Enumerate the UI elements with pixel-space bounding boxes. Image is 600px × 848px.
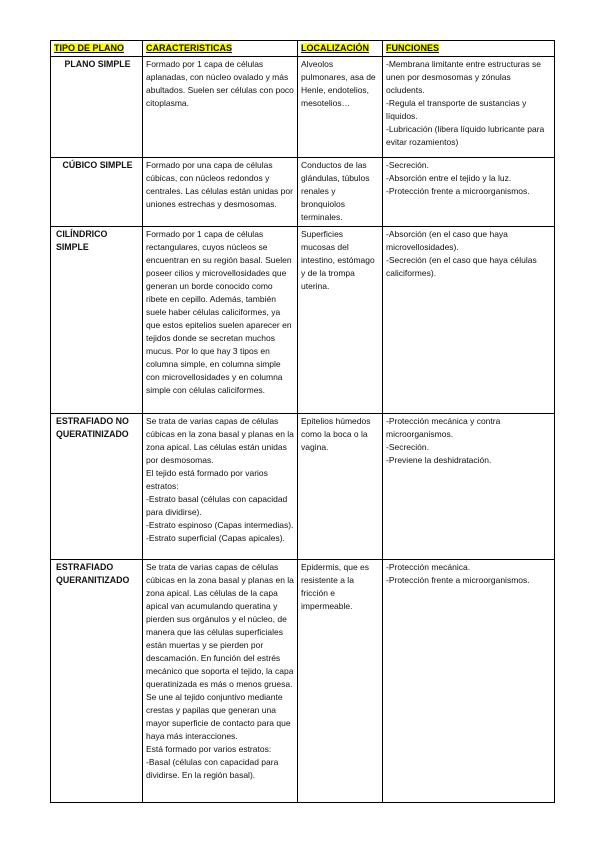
cell-caracteristicas: Formado por 1 capa de células rectangulares, cuyos núcleos se encuentran en su región basal. Suelen poseer cilios y microvellosidades que generan un borde conocido como ribete en cepillo. Además, también suele haber células caliciformes, ya que estos epitelios suelen aparecer en tejidos donde se secretan muchos mucus. Por lo que hay 3 tipos en columna simple, en columna simple con microvellosidades y en columna simple con células caliciformes. bbox=[143, 227, 298, 414]
funcion-item: -Membrana limitante entre estructuras se unen por desmosomas y zónulas ocludents. bbox=[386, 59, 544, 95]
cell-localizacion: Alveolos pulmonares, asa de Henle, endotelios, mesotelios… bbox=[298, 57, 383, 158]
header-localizacion: LOCALIZACIÓN bbox=[298, 41, 383, 57]
table-row bbox=[51, 560, 555, 803]
cell-caracteristicas bbox=[143, 560, 298, 803]
cell-localizacion: Superficies mucosas del intestino, estómago y de la trompa uterina. bbox=[298, 227, 383, 414]
cell-funciones bbox=[383, 227, 555, 414]
header-tipo: TIPO DE PLANO bbox=[51, 41, 143, 57]
caracteristica-line: -Estrato superficial (Capas apicales). bbox=[146, 533, 285, 543]
caracteristica-line: -Estrato espinoso (Capas intermedias). bbox=[146, 520, 294, 530]
funcion-item: -Regula el transporte de sustancias y líquidos. bbox=[386, 98, 529, 121]
caracteristica-line: -Basal (células con capacidad para dividirse. En la región basal). bbox=[146, 757, 281, 780]
cell-caracteristicas bbox=[143, 414, 298, 560]
funcion-item: -Secreción (en el caso que haya células caliciformes). bbox=[386, 255, 540, 278]
funcion-item: -Protección frente a microorganismos. bbox=[386, 186, 530, 196]
cell-tipo: PLANO SIMPLE bbox=[51, 57, 143, 158]
header-funciones: FUNCIONES bbox=[383, 41, 555, 57]
funcion-item: -Secreción. bbox=[386, 160, 429, 170]
funcion-item: -Protección mecánica y contra microorganismos. bbox=[386, 416, 503, 439]
caracteristica-line: El tejido está formado por varios estratos: bbox=[146, 468, 271, 491]
funcion-item: -Absorción entre el tejido y la luz. bbox=[386, 173, 512, 183]
cell-localizacion: Epidermis, que es resistente a la fricción e impermeable. bbox=[298, 560, 383, 803]
table-row bbox=[51, 158, 555, 227]
funcion-item: -Previene la deshidratación. bbox=[386, 455, 492, 465]
funcion-item: -Lubricación (libera líquido lubricante para evitar rozamientos) bbox=[386, 124, 547, 147]
cell-funciones bbox=[383, 158, 555, 227]
cell-funciones bbox=[383, 414, 555, 560]
table-row bbox=[51, 57, 555, 158]
cell-tipo: ESTRAFIADO QUERANITIZADO bbox=[51, 560, 143, 803]
caracteristica-line: Está formado por varios estratos: bbox=[146, 744, 272, 754]
caracteristica-line: -Estrato basal (células con capacidad para dividirse). bbox=[146, 494, 290, 517]
funcion-item: -Protección frente a microorganismos. bbox=[386, 575, 530, 585]
table-row bbox=[51, 227, 555, 414]
funcion-item: -Protección mecánica. bbox=[386, 562, 471, 572]
cell-tipo: CILÍNDRICO SIMPLE bbox=[51, 227, 143, 414]
cell-tipo: ESTRAFIADO NO QUERATINIZADO bbox=[51, 414, 143, 560]
funcion-item: -Secreción. bbox=[386, 442, 429, 452]
header-caracteristicas: CARACTERISTICAS bbox=[143, 41, 298, 57]
epithelium-table bbox=[50, 40, 555, 803]
table-row bbox=[51, 414, 555, 560]
funcion-item: -Absorción (en el caso que haya microvellosidades). bbox=[386, 229, 511, 252]
cell-caracteristicas: Formado por una capa de células cúbicas, con núcleos redondos y centrales. Las células están unidas por uniones estrechas y desmosomas. bbox=[143, 158, 298, 227]
cell-caracteristicas: Formado por 1 capa de células aplanadas, con núcleo ovalado y más abultados. Suelen ser células con poco citoplasma. bbox=[143, 57, 298, 158]
caracteristica-line: Se trata de varias capas de células cúbicas en la zona basal y planas en la zona apical. Las células están unidas por desmosomas. bbox=[146, 416, 297, 465]
cell-tipo: CÚBICO SIMPLE bbox=[51, 158, 143, 227]
header-row bbox=[51, 41, 555, 57]
caracteristica-line: Se trata de varias capas de células cúbicas en la zona basal y planas en la zona apical. Las células de la capa apical van acumulando queratina y pierden sus orgánulos y el núcleo, de manera que las células superficiales están muertas y se pierden por descamación. En función del estrés mecánico que soporta el tejido, la capa queratinizada es más o menos gruesa. Se une al tejido conjuntivo mediante crestas y papilas que generan una mayor superficie de contacto para que haya más interacciones. bbox=[146, 562, 297, 741]
cell-funciones bbox=[383, 57, 555, 158]
cell-localizacion: Conductos de las glándulas, túbulos renales y bronquiolos terminales. bbox=[298, 158, 383, 227]
cell-funciones bbox=[383, 560, 555, 803]
cell-localizacion: Epitelios húmedos como la boca o la vagina. bbox=[298, 414, 383, 560]
